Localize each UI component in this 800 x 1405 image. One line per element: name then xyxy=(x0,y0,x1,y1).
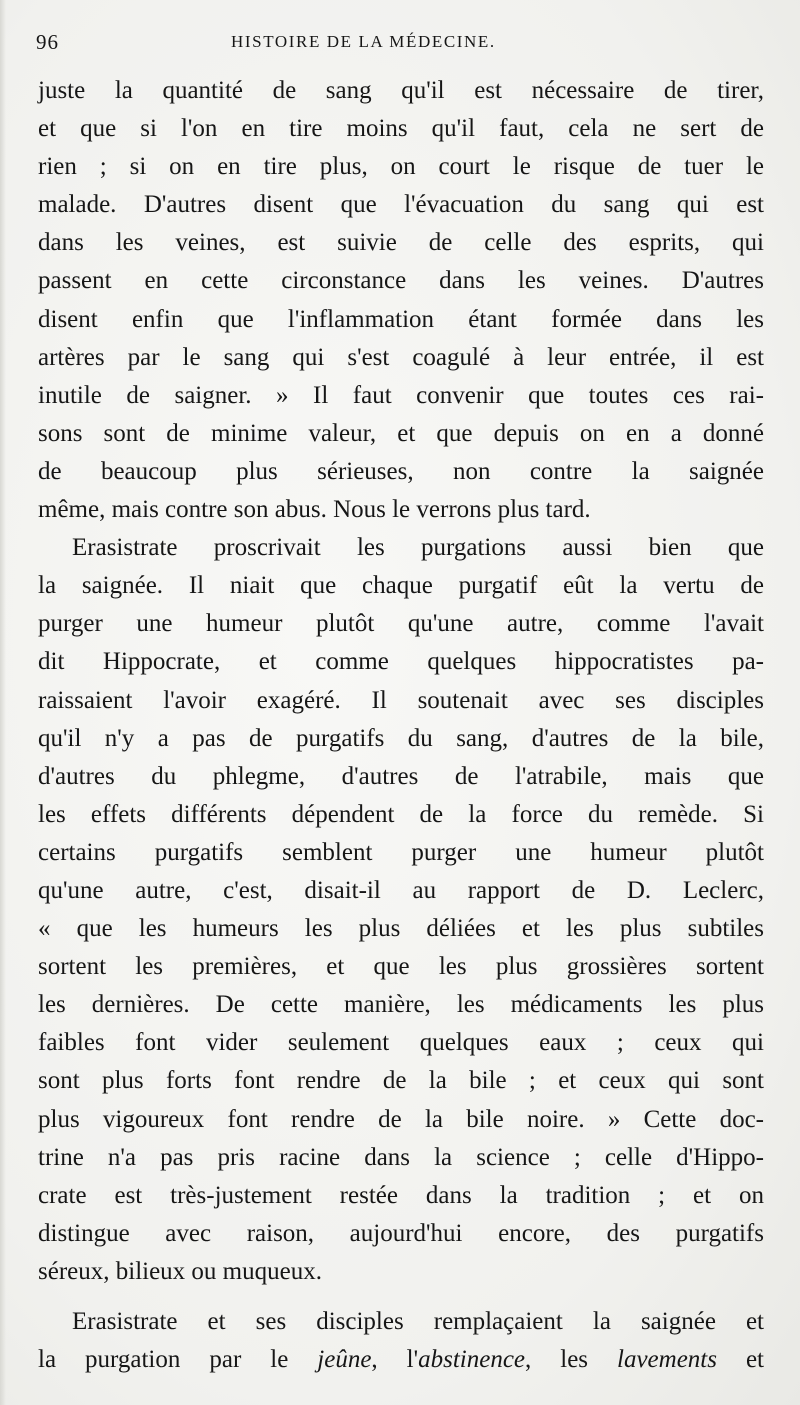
text-line: distingue avec raison, aujourd'hui encore, des purgatifs xyxy=(38,1219,764,1247)
text-line: « que les humeurs les plus déliées et les plus subtiles xyxy=(38,915,764,943)
running-head: HISTOIRE DE LA MÉDECINE. xyxy=(231,32,496,51)
text-line: trine n'a pas pris racine dans la science ; celle d'Hippo- xyxy=(38,1143,764,1171)
italic-term: lavements xyxy=(617,1346,717,1374)
text-line: qu'une autre, c'est, disait-il au rapport de D. Leclerc, xyxy=(38,876,764,904)
text-line: passent en cette circonstance dans les veines. D'autres xyxy=(38,267,764,295)
text-line: dans les veines, est suivie de celle des esprits, qui xyxy=(38,229,764,257)
page-number: 96 xyxy=(36,30,59,54)
text-line: sortent les premières, et que les plus grossières sortent xyxy=(38,953,764,981)
text-line: malade. D'autres disent que l'évacuation du sang qui est xyxy=(38,191,764,219)
body-text xyxy=(38,72,764,1379)
text-line: raissaient l'avoir exagéré. Il soutenait avec ses disciples xyxy=(38,686,764,714)
text-line: sons sont de minime valeur, et que depuis on en a donné xyxy=(38,419,764,447)
text-line: purger une humeur plutôt qu'une autre, comme l'avait xyxy=(38,610,764,638)
paragraph-gap xyxy=(38,1291,764,1303)
text-line: inutile de saigner. » Il faut convenir que toutes ces rai- xyxy=(38,381,764,409)
text-line: rien ; si on en tire plus, on court le risque de tuer le xyxy=(38,153,764,181)
text-line: d'autres du phlegme, d'autres de l'atrabile, mais que xyxy=(38,762,764,790)
page-header xyxy=(36,30,766,60)
text-line: crate est très-justement restée dans la tradition ; et on xyxy=(38,1181,764,1209)
italic-term: abstinence xyxy=(418,1346,526,1374)
text-line: les dernières. De cette manière, les médicaments les plus xyxy=(38,991,764,1019)
text-line: juste la quantité de sang qu'il est nécessaire de tirer, xyxy=(38,77,764,104)
text-run: , les xyxy=(525,1346,618,1374)
text-line-with-italics xyxy=(38,1341,764,1379)
text-line: sont plus forts font rendre de la bile ; et ceux qui sont xyxy=(38,1067,764,1095)
paragraph-2 xyxy=(38,529,764,1291)
text-line: même, mais contre son abus. Nous le verrons plus tard. xyxy=(38,496,591,524)
text-line: artères par le sang qui s'est coagulé à leur entrée, il est xyxy=(38,343,764,371)
text-line: certains purgatifs semblent purger une humeur plutôt xyxy=(38,838,764,866)
text-line: de beaucoup plus sérieuses, non contre la saignée xyxy=(38,457,764,485)
text-run: la purgation par le xyxy=(38,1346,318,1374)
text-line: Erasistrate proscrivait les purgations aussi bien que xyxy=(72,534,764,562)
text-line: dit Hippocrate, et comme quelques hippocratistes pa- xyxy=(38,648,764,676)
text-line: disent enfin que l'inflammation étant formée dans les xyxy=(38,305,764,333)
paragraph-3 xyxy=(38,1303,764,1379)
text-line: plus vigoureux font rendre de la bile noire. » Cette doc- xyxy=(38,1105,764,1133)
text-line: les effets différents dépendent de la force du remède. Si xyxy=(38,800,764,828)
text-line: Erasistrate et ses disciples remplaçaient la saignée et xyxy=(72,1308,764,1335)
text-run: et xyxy=(716,1346,765,1374)
text-line: et que si l'on en tire moins qu'il faut, cela ne sert de xyxy=(38,115,764,143)
text-line: faibles font vider seulement quelques eaux ; ceux qui xyxy=(38,1029,764,1057)
italic-term: jeûne xyxy=(317,1346,372,1374)
text-line: la saignée. Il niait que chaque purgatif eût la vertu de xyxy=(38,572,764,600)
text-line: séreux, bilieux ou muqueux. xyxy=(38,1257,322,1285)
text-run: , l' xyxy=(371,1346,419,1374)
text-line: qu'il n'y a pas de purgatifs du sang, d'autres de la bile, xyxy=(38,724,764,752)
paragraph-1 xyxy=(38,72,764,529)
